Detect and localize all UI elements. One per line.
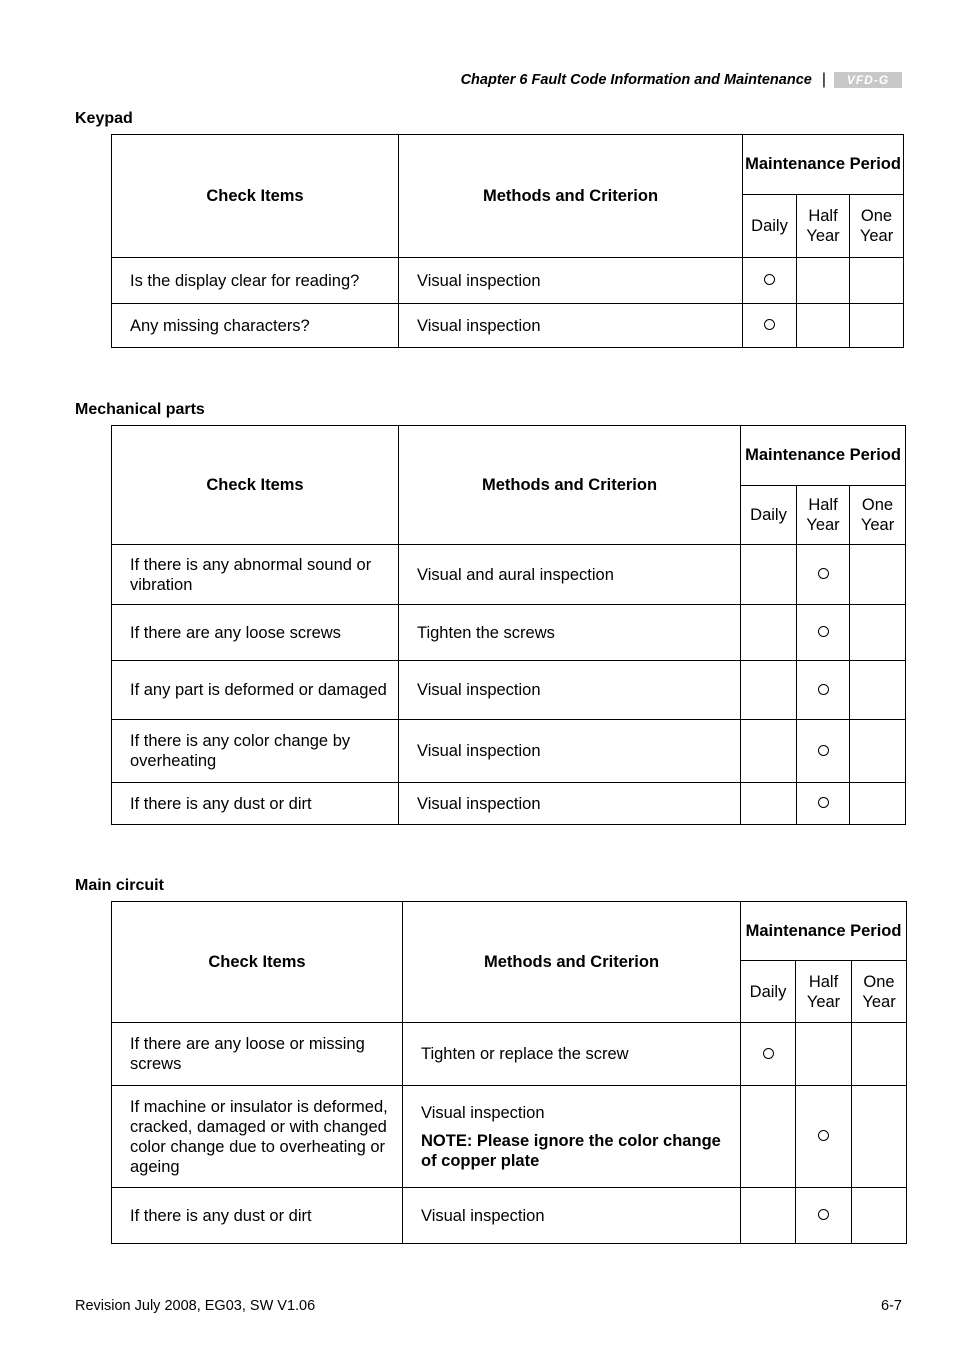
period-half-year-cell: [796, 1188, 852, 1244]
circle-mark-icon: [818, 797, 829, 808]
table-row: [112, 661, 906, 720]
check-item-cell: If there are any loose or missing screws: [112, 1023, 403, 1086]
period-half-year-cell: [797, 783, 850, 825]
header-check-items: Check Items: [112, 135, 399, 258]
period-one-year-cell: [850, 661, 906, 720]
header-methods: Methods and Criterion: [403, 902, 741, 1023]
check-item-cell: Any missing characters?: [112, 304, 399, 348]
header-daily: Daily: [741, 486, 797, 545]
check-item-cell: If there are any loose screws: [112, 605, 399, 661]
revision-text: Revision July 2008, EG03, SW V1.06: [75, 1298, 316, 1314]
keypad-section-title: Keypad: [75, 110, 133, 127]
circle-mark-icon: [763, 1048, 774, 1059]
method-text: Visual and aural inspection: [417, 565, 614, 584]
circle-mark-icon: [764, 319, 775, 330]
table-row: [112, 545, 906, 605]
method-cell: [399, 783, 741, 825]
check-item-cell: If any part is deformed or damaged: [112, 661, 399, 720]
method-text: Visual inspection: [417, 794, 541, 813]
method-cell: [403, 1023, 741, 1086]
page-header: [461, 70, 902, 90]
method-cell: [399, 605, 741, 661]
check-item-cell: If there is any abnormal sound or vibration: [112, 545, 399, 605]
circle-mark-icon: [818, 1209, 829, 1220]
method-cell: [399, 258, 743, 304]
method-text: Visual inspection: [417, 271, 541, 290]
method-cell: [403, 1086, 741, 1188]
header-maintenance-period: Maintenance Period: [741, 902, 907, 961]
method-note: NOTE: Please ignore the color change of copper plate: [421, 1131, 721, 1170]
period-half-year-cell: [796, 1023, 852, 1086]
circle-mark-icon: [764, 274, 775, 285]
header-one-year: One Year: [850, 195, 904, 258]
table-row: [112, 1188, 907, 1244]
period-one-year-cell: [850, 720, 906, 783]
method-text: Visual inspection: [417, 316, 541, 335]
keypad-table: [111, 134, 904, 348]
page-number: 6-7: [881, 1298, 902, 1314]
circle-mark-icon: [818, 626, 829, 637]
mechanical-table: [111, 425, 906, 825]
method-cell: [399, 304, 743, 348]
header-maintenance-period: Maintenance Period: [743, 135, 904, 195]
period-one-year-cell: [850, 605, 906, 661]
period-one-year-cell: [850, 783, 906, 825]
check-item-cell: If machine or insulator is deformed, cracked, damaged or with changed color change due to overheating or ageing: [112, 1086, 403, 1188]
method-text: Visual inspection: [417, 681, 541, 699]
table-row: [112, 783, 906, 825]
main-circuit-table: [111, 901, 907, 1244]
period-daily-cell: [743, 304, 797, 348]
period-one-year-cell: [852, 1188, 907, 1244]
header-maintenance-period: Maintenance Period: [741, 426, 906, 486]
period-daily-cell: [741, 720, 797, 783]
period-half-year-cell: [796, 1086, 852, 1188]
method-cell: [399, 545, 741, 605]
circle-mark-icon: [818, 684, 829, 695]
period-daily-cell: [741, 605, 797, 661]
table-row: [112, 1086, 907, 1188]
header-half-year: Half Year: [797, 195, 850, 258]
header-one-year: One Year: [852, 961, 907, 1023]
method-cell: [403, 1188, 741, 1244]
chapter-title: Chapter 6 Fault Code Information and Maintenance: [460, 72, 812, 88]
check-item-cell: If there is any dust or dirt: [112, 783, 399, 825]
period-daily-cell: [741, 661, 797, 720]
header-half-year: Half Year: [796, 961, 852, 1023]
period-daily-cell: [741, 1188, 796, 1244]
table-row: [112, 605, 906, 661]
circle-mark-icon: [818, 568, 829, 579]
period-daily-cell: [741, 783, 797, 825]
header-daily: Daily: [743, 195, 797, 258]
header-one-year: One Year: [850, 486, 906, 545]
period-half-year-cell: [797, 258, 850, 304]
period-one-year-cell: [850, 304, 904, 348]
main-circuit-section-title: Main circuit: [75, 877, 164, 894]
period-half-year-cell: [797, 661, 850, 720]
period-half-year-cell: [797, 605, 850, 661]
circle-mark-icon: [818, 745, 829, 756]
check-item-cell: If there is any dust or dirt: [112, 1188, 403, 1244]
vfd-g-logo: VFD-G: [834, 72, 902, 88]
header-methods: Methods and Criterion: [399, 135, 743, 258]
table-row: [112, 720, 906, 783]
period-one-year-cell: [850, 545, 906, 605]
mechanical-section-title: Mechanical parts: [75, 401, 205, 418]
period-daily-cell: [741, 1023, 796, 1086]
table-row: [112, 304, 904, 348]
period-daily-cell: [741, 545, 797, 605]
header-half-year: Half Year: [797, 486, 850, 545]
check-item-cell: If there is any color change by overheating: [112, 720, 399, 783]
method-text: Tighten the screws: [417, 623, 555, 642]
method-text: Visual inspection: [421, 1206, 545, 1225]
check-item-cell: Is the display clear for reading?: [112, 258, 399, 304]
period-half-year-cell: [797, 720, 850, 783]
header-separator: |: [821, 71, 826, 88]
method-cell: [399, 720, 741, 783]
table-row: [112, 258, 904, 304]
circle-mark-icon: [818, 1130, 829, 1141]
method-text: Tighten or replace the screw: [421, 1045, 629, 1063]
header-check-items: Check Items: [112, 902, 403, 1023]
table-row: [112, 1023, 907, 1086]
period-daily-cell: [743, 258, 797, 304]
period-one-year-cell: [852, 1023, 907, 1086]
method-text: Visual inspection: [417, 742, 541, 760]
method-cell: [399, 661, 741, 720]
period-one-year-cell: [852, 1086, 907, 1188]
period-half-year-cell: [797, 545, 850, 605]
header-methods: Methods and Criterion: [399, 426, 741, 545]
period-half-year-cell: [797, 304, 850, 348]
method-text: Visual inspection: [421, 1103, 545, 1122]
period-daily-cell: [741, 1086, 796, 1188]
header-check-items: Check Items: [112, 426, 399, 545]
header-daily: Daily: [741, 961, 796, 1023]
period-one-year-cell: [850, 258, 904, 304]
